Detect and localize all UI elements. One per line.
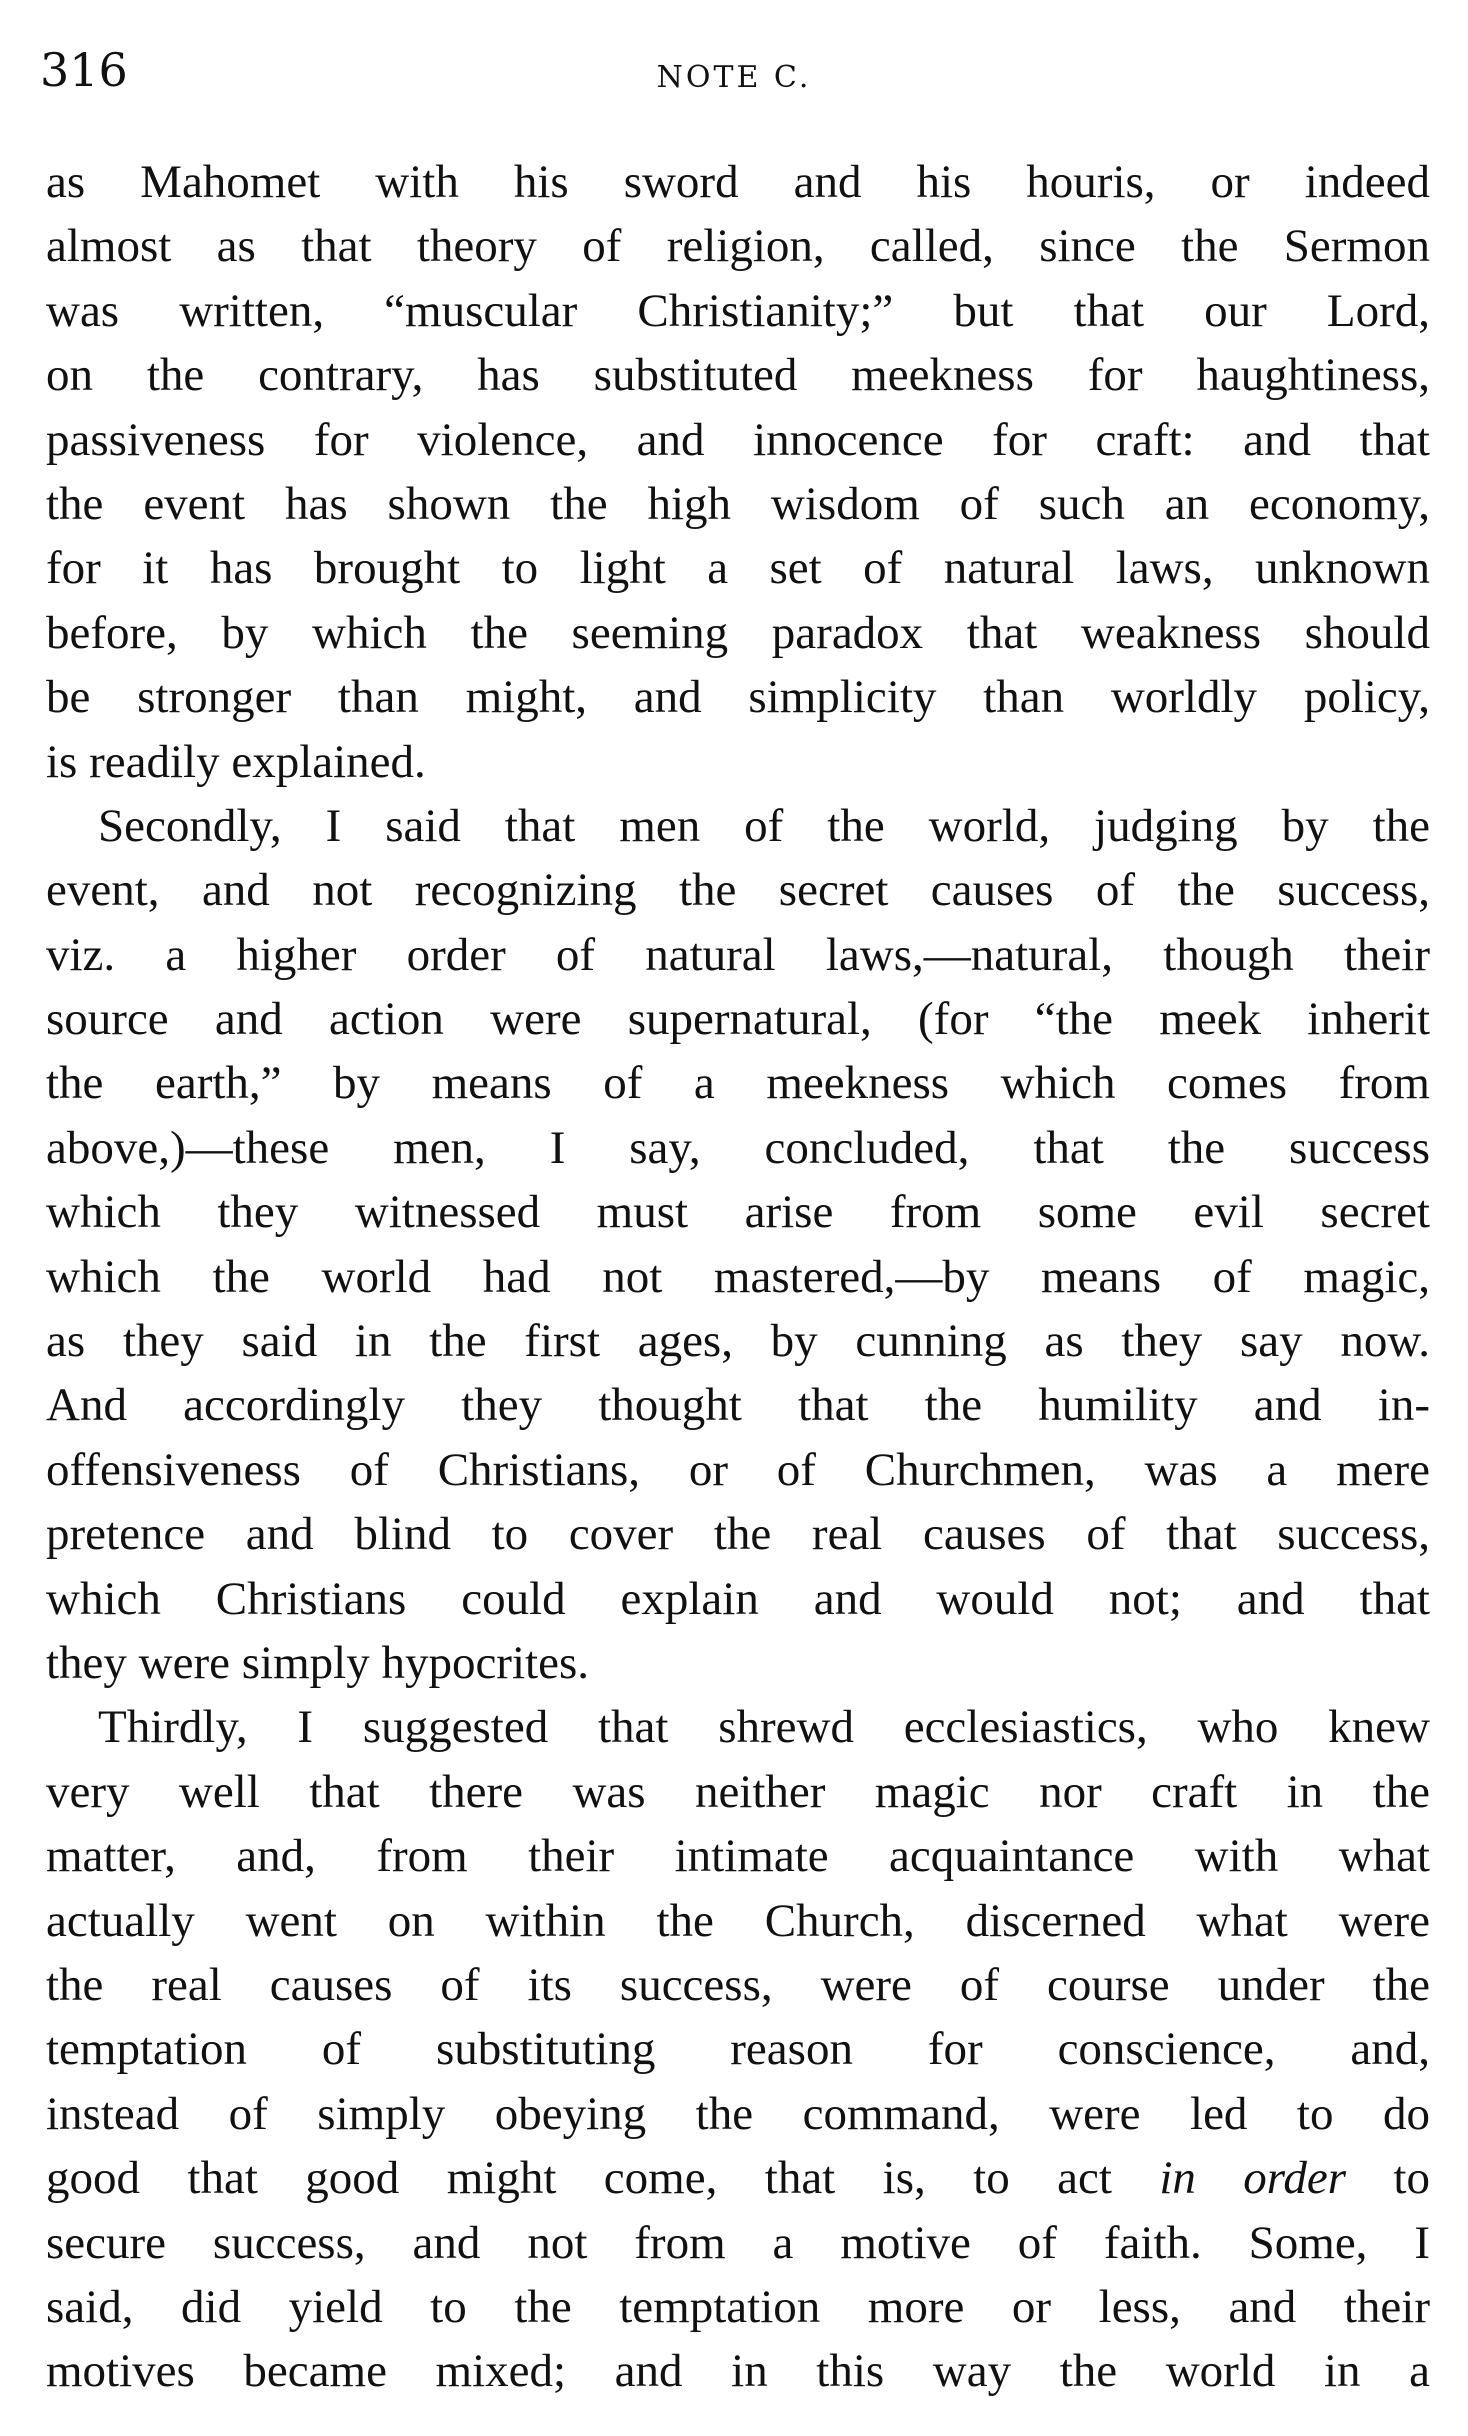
text-line: which Christians could explain and would not; and that <box>46 1572 1430 1625</box>
text-line: above,)—these men, I say, concluded, that the success <box>46 1121 1430 1174</box>
text-line: the real causes of its success, were of course under the <box>46 1958 1430 2011</box>
text-line: pretence and blind to cover the real causes of that success, <box>46 1508 1430 1561</box>
text-line: the earth,” by means of a meekness which comes from <box>46 1057 1430 1110</box>
text-line: said, did yield to the temptation more or less, and their <box>46 2280 1430 2333</box>
text-line: instead of simply obeying the command, were led to do <box>46 2087 1430 2140</box>
text-line: as Mahomet with his sword and his houris, or indeed <box>46 156 1430 208</box>
text-line: matter, and, from their intimate acquaintance with what <box>46 1830 1430 1883</box>
text-line: is readily explained. <box>46 735 426 788</box>
text-line: Secondly, I said that men of the world, judging by the <box>98 799 1430 852</box>
text-line: good that good might come, that is, to act in order to <box>46 2152 1430 2205</box>
text-line: almost as that theory of religion, called, since the Sermon <box>46 220 1430 273</box>
text-line: temptation of substituting reason for conscience, and, <box>46 2023 1430 2076</box>
body-text <box>46 150 1430 2404</box>
text-line: was written, “muscular Christianity;” but that our Lord, <box>46 284 1430 337</box>
text-line: which the world had not mastered,—by means of magic, <box>46 1250 1430 1303</box>
text-line: be stronger than might, and simplicity than worldly policy, <box>46 671 1430 724</box>
text-line: And accordingly they thought that the humility and in- <box>46 1379 1430 1432</box>
text-line: Thirdly, I suggested that shrewd ecclesiastics, who knew <box>98 1701 1430 1754</box>
text-line: secure success, and not from a motive of faith. Some, I <box>46 2216 1430 2269</box>
emphasis: in order <box>1159 2152 1346 2205</box>
text-line: source and action were supernatural, (for “the meek inherit <box>46 993 1430 1046</box>
text-line: motives became mixed; and in this way the world in a <box>46 2345 1430 2398</box>
text-line: actually went on within the Church, discerned what were <box>46 1894 1430 1947</box>
text-line: as they said in the first ages, by cunning as they say now. <box>46 1315 1430 1368</box>
text-line: before, by which the seeming paradox that weakness should <box>46 606 1430 659</box>
text-line: for it has brought to light a set of natural laws, unknown <box>46 542 1430 595</box>
text-line: event, and not recognizing the secret causes of the success, <box>46 864 1430 917</box>
page-number: 316 <box>40 43 128 97</box>
text-line: they were simply hypocrites. <box>46 1636 589 1689</box>
running-head: NOTE C. <box>656 60 812 95</box>
text-line: on the contrary, has substituted meekness for haughtiness, <box>46 349 1430 402</box>
text-line: offensiveness of Christians, or of Churchmen, was a mere <box>46 1443 1430 1496</box>
text-line: passiveness for violence, and innocence for craft: and that <box>46 413 1430 466</box>
text-line: the event has shown the high wisdom of such an economy, <box>46 477 1430 530</box>
text-line: which they witnessed must arise from some evil secret <box>46 1186 1430 1239</box>
text-line: viz. a higher order of natural laws,—natural, though their <box>46 928 1430 981</box>
text-line: very well that there was neither magic nor craft in the <box>46 1765 1430 1818</box>
